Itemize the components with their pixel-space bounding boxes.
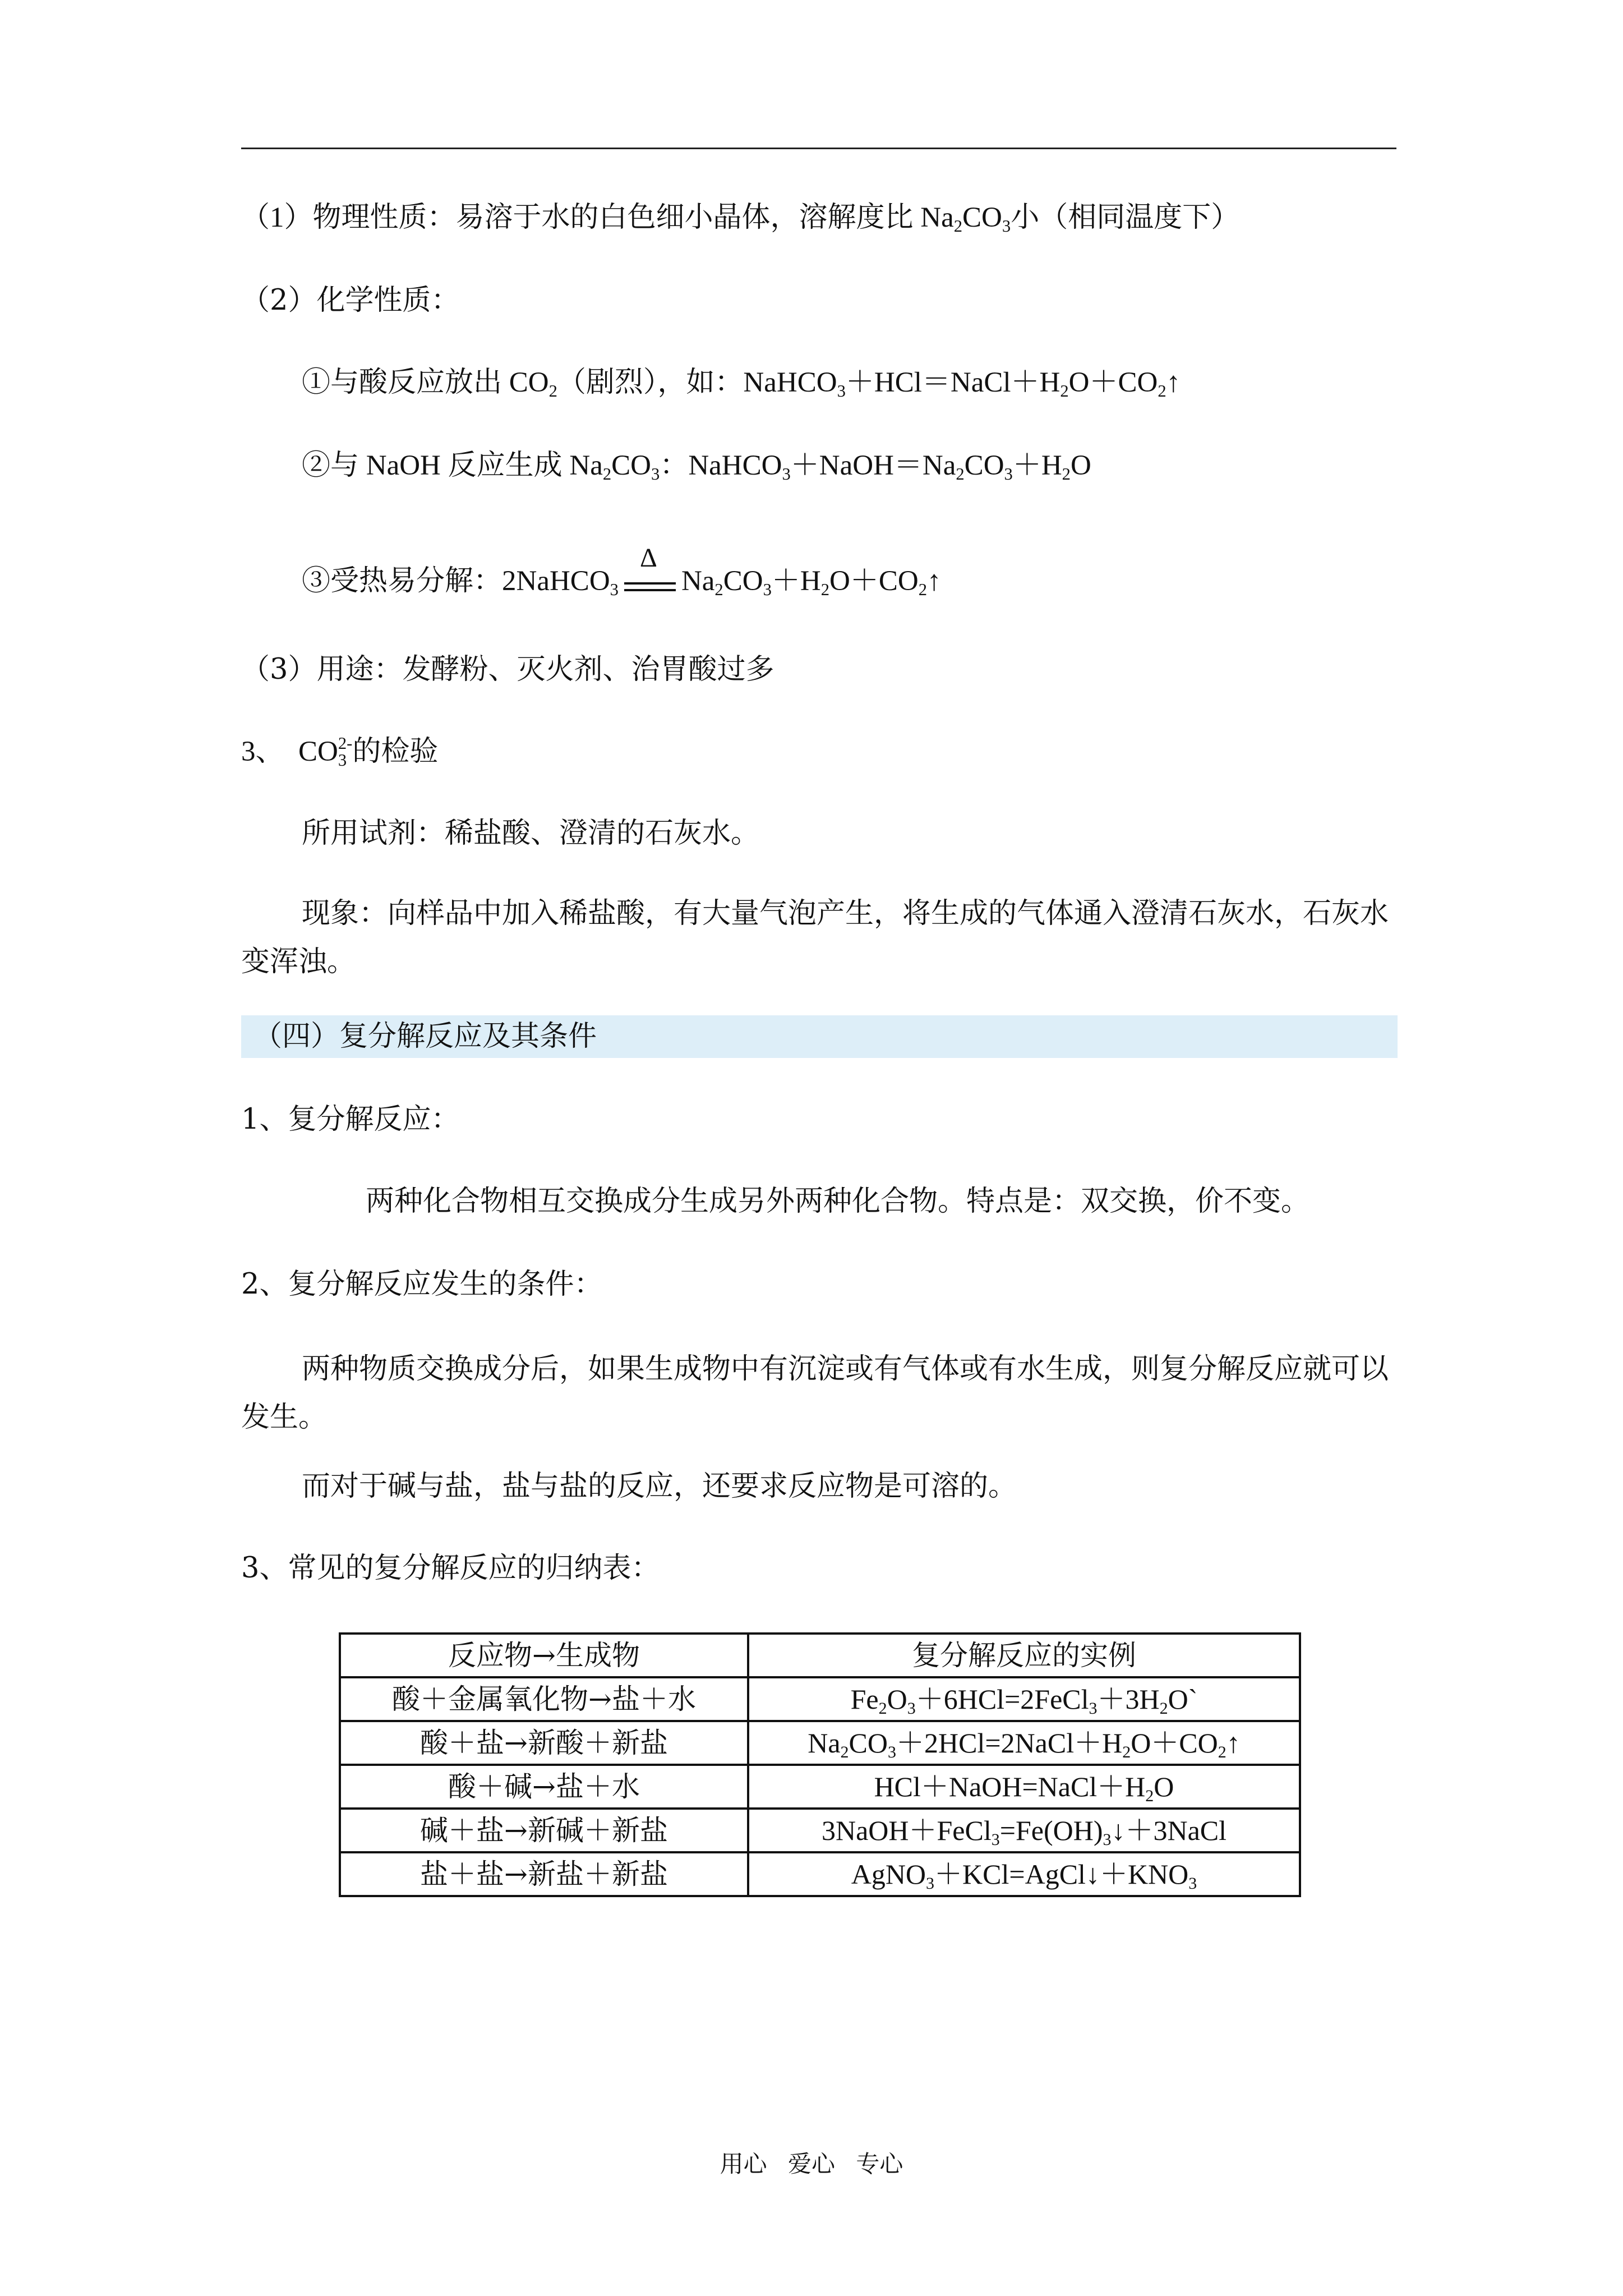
conditions-heading: 2、复分解反应发生的条件：: [241, 1268, 603, 1301]
solubility-note: 而对于碱与盐，盐与盐的反应，还要求反应物是可溶的。: [302, 1470, 1017, 1503]
naoh-reaction-line: ②与 NaOH 反应生成 $Na_2CO_3$：$NaHCO_3+NaOH=Na_2CO_3+H_2O$: [302, 450, 1091, 484]
phenomenon-paragraph: 现象：向样品中加入稀盐酸，有大量气泡产生，将生成的气体通入澄清石灰水，石灰水变浑浊。: [241, 897, 1389, 978]
reagents-line: 所用试剂：稀盐酸、澄清的石灰水。: [302, 817, 760, 850]
decomposition-line: ③受热易分解：2NaHCO$_3$ Δ $Na_2CO_3+H_2O+CO_2↑$: [302, 564, 942, 600]
reaction-type-cell: 酸＋金属氧化物→盐＋水: [340, 1677, 748, 1721]
table-row: [340, 1765, 1300, 1809]
table-row: [340, 1677, 1300, 1721]
header-rule: [241, 148, 1396, 149]
page-footer: 用心 爱心 专心: [720, 2150, 903, 2178]
section-heading-bar: [241, 1015, 1398, 1058]
reaction-summary-table: [339, 1632, 1301, 1897]
reaction-example-cell: $AgNO_3+KCl=AgCl↓+KNO_3$: [748, 1852, 1300, 1896]
reaction-example-cell: $Fe_2O_3+6HCl=2FeCl_3+3H_2O`$: [748, 1677, 1300, 1721]
physical-properties-line: （1）物理性质：易溶于水的白色细小晶体，溶解度比 $Na_2CO_3$小（相同温度下）: [241, 202, 1240, 236]
table-header-cell: 复分解反应的实例: [748, 1634, 1300, 1677]
chemical-properties-heading: （2）化学性质：: [241, 284, 460, 317]
carbonate-test-heading: 3、 $CO_3^{2-}$的检验: [241, 733, 439, 770]
reaction-type-cell: 盐＋盐→新盐＋新盐: [340, 1852, 748, 1896]
reaction-example-cell: $3NaOH+FeCl_3=Fe(OH)_3↓+3NaCl$: [748, 1809, 1300, 1852]
definition-line: 两种化合物相互交换成分生成另外两种化合物。特点是：双交换，价不变。: [366, 1185, 1310, 1218]
double-decomposition-heading: 1、复分解反应：: [241, 1103, 460, 1136]
reaction-example-cell: $HCl+NaOH=NaCl+H_2O$: [748, 1765, 1300, 1809]
acid-reaction-line: ①与酸反应放出 $CO_2$（剧烈），如：$NaHCO_3+HCl=NaCl+H_2O+CO_2↑$: [302, 367, 1181, 401]
table-header-row: [340, 1634, 1300, 1677]
conditions-paragraph: 两种物质交换成分后，如果生成物中有沉淀或有气体或有水生成，则复分解反应就可以发生。: [241, 1352, 1389, 1434]
heat-triangle-icon: Δ: [639, 543, 657, 573]
uses-line: （3）用途：发酵粉、灭火剂、治胃酸过多: [241, 653, 774, 686]
table-row: [340, 1809, 1300, 1852]
heating-equals-sign: [622, 543, 678, 600]
summary-table-heading: 3、常见的复分解反应的归纳表：: [241, 1552, 660, 1585]
section-heading: （四）复分解反应及其条件: [253, 1020, 597, 1053]
table-header-cell: 反应物→生成物: [340, 1634, 748, 1677]
reaction-example-cell: $Na_2CO_3+2HCl=2NaCl+H_2O+CO_2↑$: [748, 1721, 1300, 1765]
table-row: [340, 1721, 1300, 1765]
reaction-type-cell: 酸＋盐→新酸＋新盐: [340, 1721, 748, 1765]
reaction-type-cell: 碱＋盐→新碱＋新盐: [340, 1809, 748, 1852]
reaction-type-cell: 酸＋碱→盐＋水: [340, 1765, 748, 1809]
table-row: [340, 1852, 1300, 1896]
